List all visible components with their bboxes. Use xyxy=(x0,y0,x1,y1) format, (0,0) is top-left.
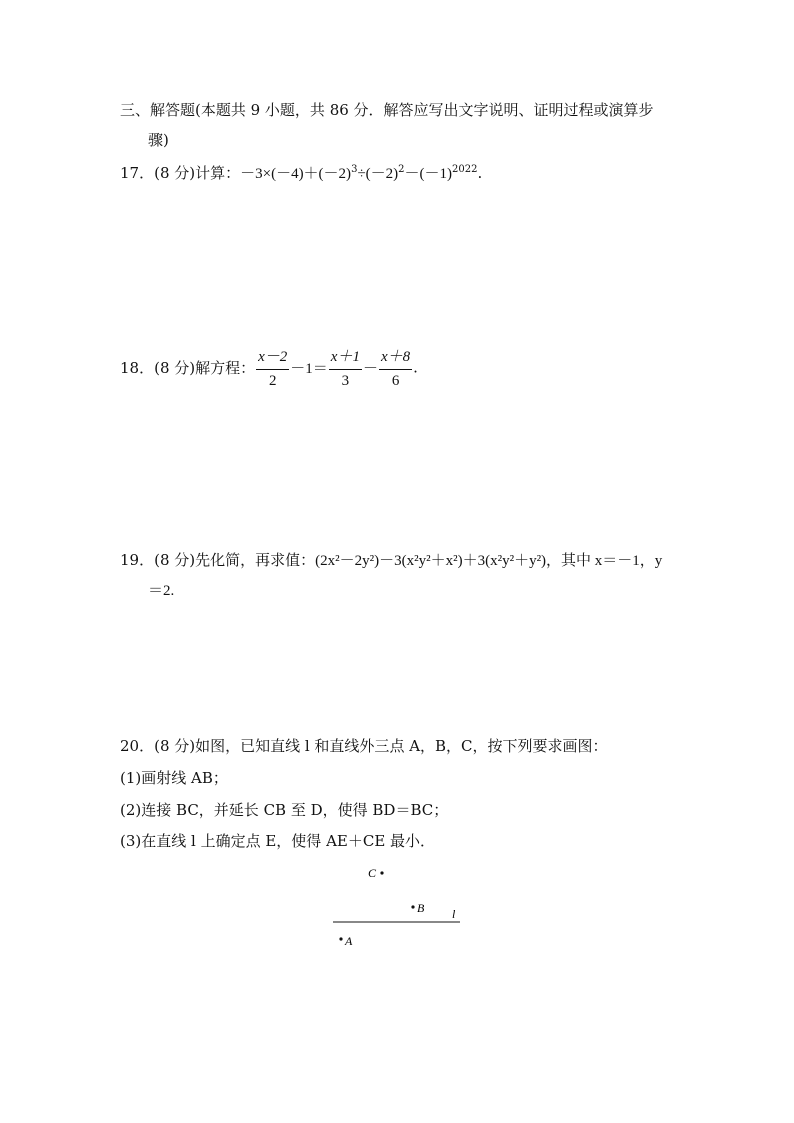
q18-f1-den: 2 xyxy=(268,373,277,389)
q18-f3-num: x＋8 xyxy=(379,345,412,370)
q18-end: . xyxy=(413,358,418,377)
q18-f1-num: x－2 xyxy=(256,345,289,370)
q19-expr: (2x²－2y²)－3(x²y²＋x²)＋3(x²y²＋y²)，其中 x＝－1，y xyxy=(315,553,663,569)
q17-prefix: 17．(8 分)计算： xyxy=(120,164,241,182)
q17-end: . xyxy=(477,164,483,182)
q17-exp3: 2022 xyxy=(452,164,478,175)
point-a xyxy=(339,937,342,940)
q18-f2-den: 3 xyxy=(341,373,350,389)
q18-f3-den: 6 xyxy=(391,373,400,389)
q19-prefix: 19．(8 分)先化简，再求值： xyxy=(120,551,316,569)
q18-f2-num: x＋1 xyxy=(329,345,362,370)
q18-prefix: 18．(8 分)解方程： xyxy=(120,359,256,377)
section-heading: 三、解答题(本题共 9 小题，共 86 分．解答应写出文字说明、证明过程或演算步 xyxy=(120,101,654,119)
q20-item-2: (2)连接 BC，并延长 CB 至 D，使得 BD＝BC； xyxy=(120,801,449,819)
q17-exp1: 3 xyxy=(351,164,358,175)
point-a-label: A xyxy=(345,934,353,948)
line-l-label: l xyxy=(452,907,456,921)
q18-minus1: －1＝ xyxy=(290,361,328,377)
point-b-label: B xyxy=(417,901,425,915)
q19-line2: ＝2. xyxy=(148,583,175,599)
q17-expr-a: －3×(－4)＋(－2) xyxy=(240,166,352,182)
point-c-label: C xyxy=(368,866,377,880)
q17-expr-c: －(－1) xyxy=(404,166,453,182)
q20-item-1: (1)画射线 AB； xyxy=(120,769,228,787)
q17-expr-b: ÷(－2) xyxy=(357,166,399,182)
question-20: 20．(8 分)如图，已知直线 l 和直线外三点 A，B，C，按下列要求画图： xyxy=(120,737,608,755)
q20-item-3: (3)在直线 l 上确定点 E，使得 AE＋CE 最小． xyxy=(120,832,436,850)
q18-minus2: － xyxy=(362,361,378,377)
q17-exp2: 2 xyxy=(398,164,405,175)
section-heading-cont: 骤) xyxy=(148,131,169,149)
point-b xyxy=(411,905,414,908)
point-c xyxy=(380,871,383,874)
